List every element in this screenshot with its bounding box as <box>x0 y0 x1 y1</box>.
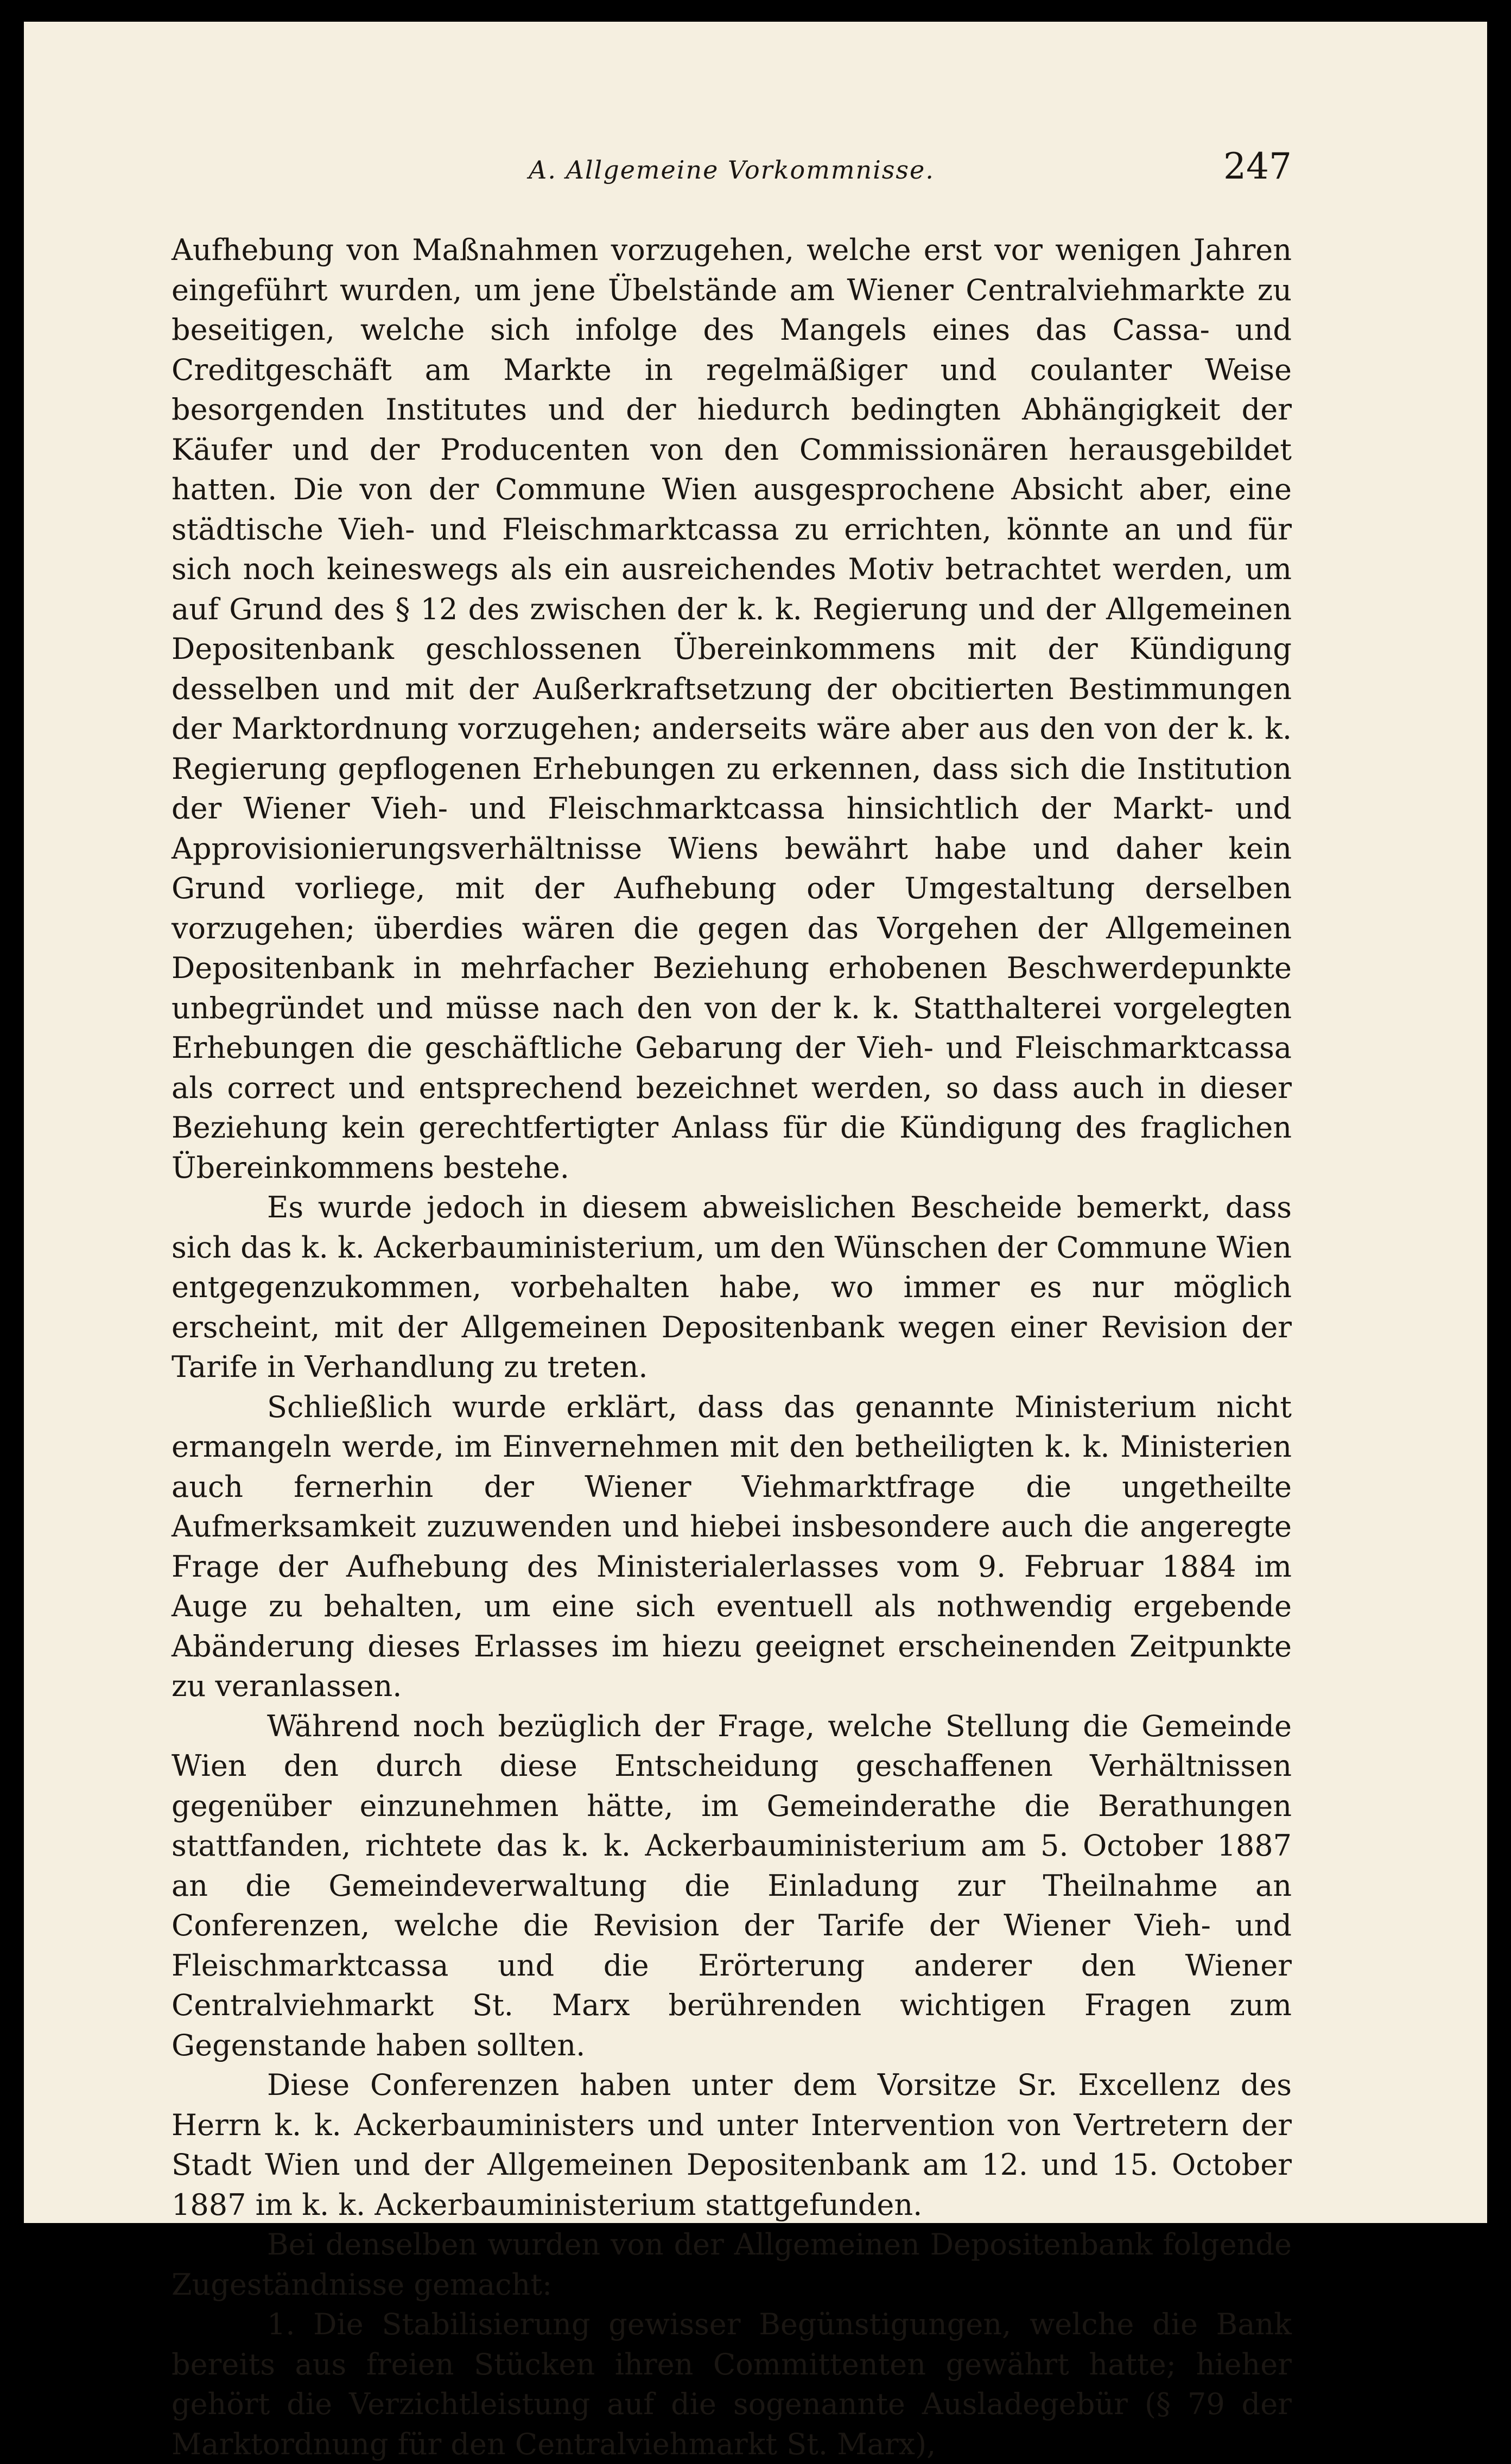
page-number: 247 <box>1223 145 1292 187</box>
paragraph-2: Es wurde jedoch in diesem abweislichen Bescheide bemerkt, dass sich das k. k. Ackerbauministerium, um den Wünschen der Commune Wien entgegenzukommen, vorbehalten habe, wo immer es nur möglich erscheint, mit der Allgemeinen Depositenbank wegen einer Revision der Tarife in Verhandlung zu treten. <box>172 1190 1292 1384</box>
list-item-1: 1. Die Stabilisierung gewisser Begünstigungen, welche die Bank bereits aus freien Stücken ihren Committenten gewährt hatte; hieher gehört die Verzichtleistung auf die sogenannte Ausladegebür (§ 79 der Marktordnung für den Centralviehmarkt St. Marx), <box>172 2307 1292 2461</box>
running-head: A. Allgemeine Vorkommnisse. <box>529 155 935 185</box>
paragraph-3: Schließlich wurde erklärt, dass das genannte Ministerium nicht ermangeln werde, im Einvernehmen mit den betheiligten k. k. Ministerien auch fernerhin der Wiener Viehmarktfrage die ungetheilte Aufmerksamkeit zuzuwenden und hiebei insbesondere auch die angeregte Frage der Aufhebung des Ministerialerlasses vom 9. Februar 1884 im Auge zu behalten, um eine sich eventuell als nothwendig ergebende Abänderung dieses Erlasses im hiezu geeignet erscheinenden Zeitpunkte zu veranlassen. <box>172 1389 1292 1703</box>
body-text <box>172 230 1292 2464</box>
paragraph-1: Aufhebung von Maßnahmen vorzugehen, welche erst vor wenigen Jahren eingeführt wurden, um jene Übelstände am Wiener Centralviehmarkte zu beseitigen, welche sich infolge des Mangels eines das Cassa- und Creditgeschäft am Markte in regelmäßiger und coulanter Weise besorgenden Institutes und der hiedurch bedingten Abhängigkeit der Käufer und der Producenten von den Commissionären herausgebildet hatten. Die von der Commune Wien ausgesprochene Absicht aber, eine städtische Vieh- und Fleischmarktcassa zu errichten, könnte an und für sich noch keineswegs als ein ausreichendes Motiv betrachtet werden, um auf Grund des § 12 des zwischen der k. k. Regierung und der Allgemeinen Depositenbank geschlossenen Übereinkommens mit der Kündigung desselben und mit der Außerkraftsetzung der obcitierten Bestimmungen der Marktordnung vorzugehen; anderseits wäre aber aus den von der k. k. Regierung gepflogenen Erhebungen zu erkennen, dass sich die Institution der Wiener Vieh- und Fleischmarktcassa hinsichtlich der Markt- und Approvisionierungsverhältnisse Wiens bewährt habe und daher kein Grund vorliege, mit der Aufhebung oder Umgestaltung derselben vorzugehen; überdies wären die gegen das Vorgehen der Allgemeinen Depositenbank in mehrfacher Beziehung erhobenen Beschwerdepunkte unbegründet und müsse nach den von der k. k. Statthalterei vorgelegten Erhebungen die geschäftliche Gebarung der Vieh- und Fleischmarktcassa als correct und entsprechend bezeichnet werden, so dass auch in dieser Beziehung kein gerechtfertigter Anlass für die Kündigung des fraglichen Übereinkommens bestehe. <box>172 233 1292 1185</box>
paragraph-5: Diese Conferenzen haben unter dem Vorsitze Sr. Excellenz des Herrn k. k. Ackerbauministers und unter Intervention von Vertretern der Stadt Wien und der Allgemeinen Depositenbank am 12. und 15. October 1887 im k. k. Ackerbauministerium stattgefunden. <box>172 2068 1292 2222</box>
paragraph-4: Während noch bezüglich der Frage, welche Stellung die Gemeinde Wien den durch diese Entscheidung geschaffenen Verhältnissen gegenüber einzunehmen hätte, im Gemeinderathe die Berathungen stattfanden, richtete das k. k. Ackerbauministerium am 5. October 1887 an die Gemeindeverwaltung die Einladung zur Theilnahme an Conferenzen, welche die Revision der Tarife der Wiener Vieh- und Fleischmarktcassa und die Erörterung anderer den Wiener Centralviehmarkt St. Marx berührenden wichtigen Fragen zum Gegenstande haben sollten. <box>172 1709 1292 2062</box>
paragraph-6: Bei denselben wurden von der Allgemeinen Depositenbank folgende Zugeständnisse gemacht: <box>172 2227 1292 2302</box>
page-header <box>172 145 1292 194</box>
document-page <box>24 22 1487 2461</box>
